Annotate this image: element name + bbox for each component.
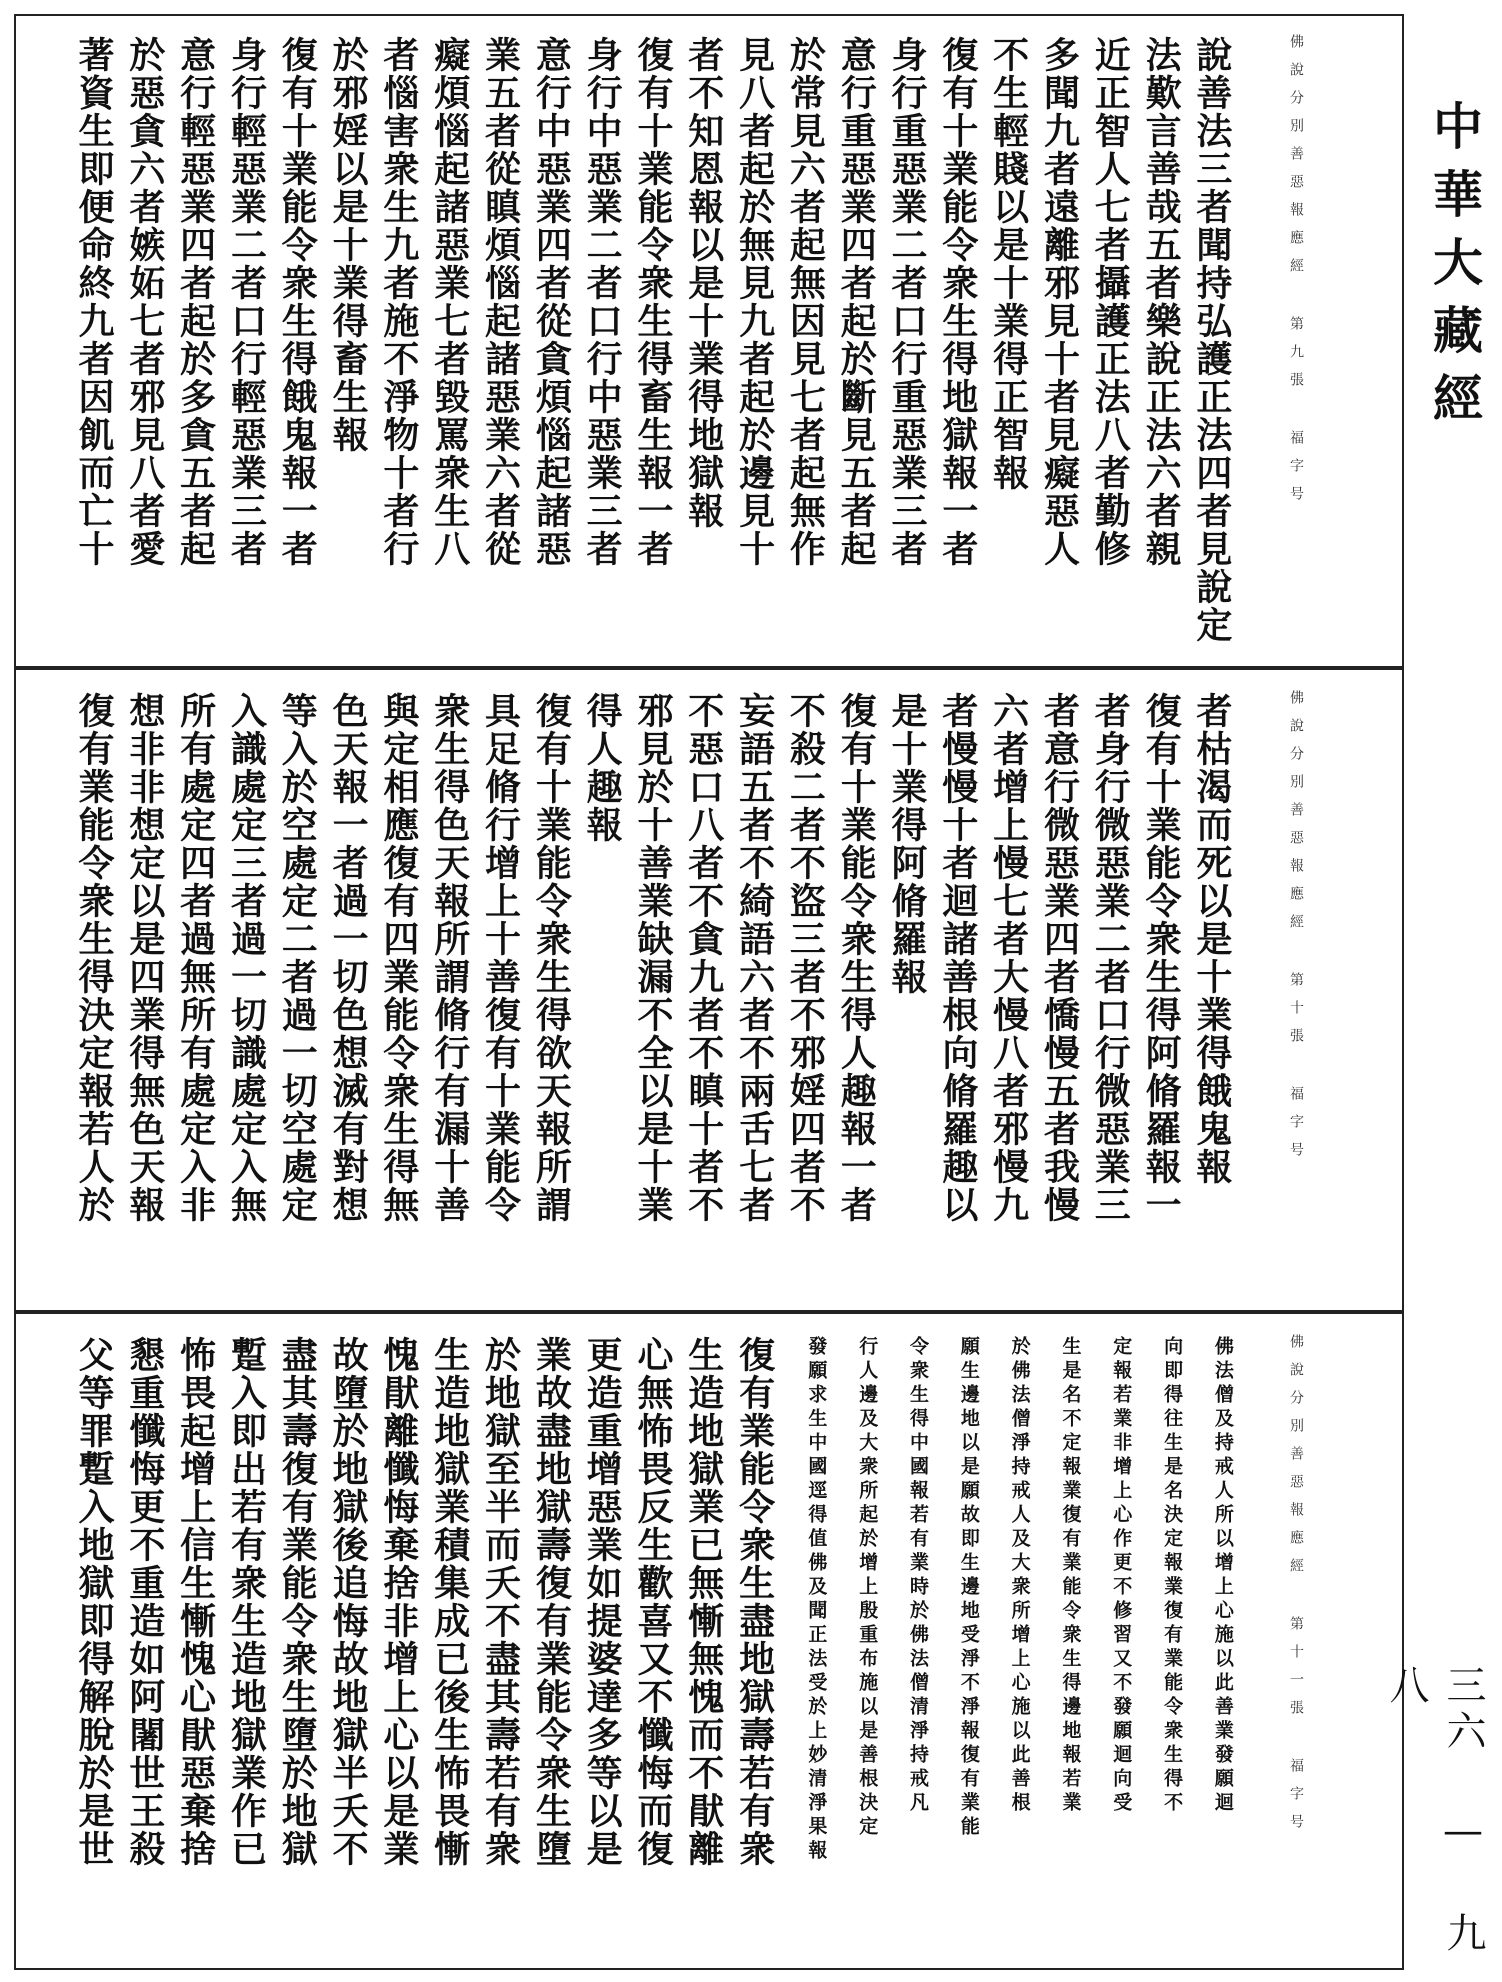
text-column: 身行重惡業二者口行重惡業三者 xyxy=(886,36,928,568)
text-column: 愧猒離懺悔棄捨非增上心以是業 xyxy=(377,1336,420,1868)
text-column: 生造地獄業已無慚無愧而不猒離 xyxy=(682,1336,725,1868)
text-column: 復有十業能令衆生得欲天報所謂 xyxy=(530,692,573,1224)
text-column: 復有十業能令衆生得地獄報一者 xyxy=(936,36,979,568)
text-column: 懇重懺悔更不重造如阿闍世王殺 xyxy=(123,1336,166,1868)
text-column: 故墮於地獄後追悔故地獄半夭不 xyxy=(327,1336,370,1868)
text-columns xyxy=(70,692,1234,1298)
text-column: 等入於空處定二者過一切空處定 xyxy=(276,692,319,1224)
annotation-column: 令衆生得中國報若有業時於佛法僧清淨持戒凡 xyxy=(907,1336,929,1816)
sutra-panel-3 xyxy=(14,1318,1404,1968)
text-column: 者枯渴而死以是十業得餓鬼報 xyxy=(1190,692,1233,1186)
text-column: 復有業能令衆生盡地獄壽若有衆 xyxy=(733,1336,776,1868)
text-column: 見八者起於無見九者起於邊見十 xyxy=(733,36,776,568)
text-column: 身行中惡業二者口行中惡業三者 xyxy=(581,36,624,568)
panel-divider xyxy=(14,1310,1404,1314)
annotation-column: 行人邊及大衆所起於增上殷重布施以是善根決定 xyxy=(856,1336,879,1840)
text-column: 六者增上慢七者大慢八者邪慢九 xyxy=(987,692,1030,1224)
text-column: 父等罪蹔入地獄即得解脫於是世 xyxy=(73,1336,115,1868)
text-column: 於惡貪六者嫉妬七者邪見八者愛 xyxy=(123,36,166,568)
annotation-column: 定報若業非增上心作更不修習又不發願迴向受 xyxy=(1110,1336,1133,1816)
page-number: 三六 — 九八 xyxy=(1383,1664,1486,1958)
text-columns xyxy=(70,1336,1234,1956)
text-column: 盡其壽復有業能令衆生墮於地獄 xyxy=(276,1336,319,1868)
text-column: 說善法三者聞持弘護正法四者見說定 xyxy=(1190,36,1233,644)
text-column: 不生輕賤以是十業得正智報 xyxy=(987,36,1030,492)
text-column: 得人趣報 xyxy=(581,692,624,844)
text-column: 復有十業能令衆生得阿脩羅報一 xyxy=(1140,692,1183,1224)
annotation-column: 佛法僧及持戒人所以增上心施以此善業發願迴 xyxy=(1211,1336,1234,1816)
annotation-column: 生是名不定報業復有業能令衆生得邊地報若業 xyxy=(1059,1336,1082,1816)
text-column: 多聞九者遠離邪見十者見癡惡人 xyxy=(1038,36,1081,568)
text-column: 於常見六者起無因見七者起無作 xyxy=(784,36,827,568)
text-column: 法歎言善哉五者樂說正法六者親 xyxy=(1140,36,1183,568)
text-column: 衆生得色天報所謂脩行有漏十善 xyxy=(428,692,471,1224)
text-column: 所有處定四者過無所有處定入非 xyxy=(174,692,217,1224)
text-column: 者慢慢十者迴諸善根向脩羅趣以 xyxy=(936,692,979,1224)
annotation-column: 向即得往生是名決定報業復有業能令衆生得不 xyxy=(1161,1336,1184,1816)
text-column: 生造地獄業積集成已後生怖畏慚 xyxy=(428,1336,471,1868)
text-column: 蹔入即出若有衆生造地獄業作已 xyxy=(225,1336,268,1868)
text-column: 與定相應復有四業能令衆生得無 xyxy=(377,692,420,1224)
sutra-panel-1 xyxy=(14,18,1404,666)
text-column: 邪見於十善業缺漏不全以是十業 xyxy=(631,692,674,1224)
annotation-column: 於佛法僧淨持戒人及大衆所增上心施以此善根 xyxy=(1008,1336,1031,1816)
sutra-panel-2 xyxy=(14,674,1404,1310)
annotation-column: 願生邊地以是願故即生邊地受淨不淨報復有業能 xyxy=(957,1336,980,1840)
text-column: 想非非想定以是四業得無色天報 xyxy=(123,692,166,1224)
panel-divider xyxy=(14,666,1404,670)
text-column: 者意行微惡業四者憍慢五者我慢 xyxy=(1038,692,1081,1224)
text-column: 更造重增惡業如提婆達多等以是 xyxy=(581,1336,624,1868)
text-column: 入識處定三者過一切識處定入無 xyxy=(225,692,268,1224)
text-column: 者不知恩報以是十業得地獄報 xyxy=(682,36,725,530)
text-column: 業故盡地獄壽復有業能令衆生墮 xyxy=(530,1336,573,1868)
text-column: 不殺二者不盜三者不邪婬四者不 xyxy=(784,692,827,1224)
text-column: 妄語五者不綺語六者不兩舌七者 xyxy=(733,692,776,1224)
text-column: 者身行微惡業二者口行微惡業三 xyxy=(1089,692,1132,1224)
annotation-column: 發願求生中國逕得值佛及聞正法受於上妙清淨果報 xyxy=(805,1336,828,1864)
text-column: 於邪婬以是十業得畜生報 xyxy=(327,36,370,454)
text-column: 著資生即便命終九者因飢而亡十 xyxy=(73,36,115,568)
text-column: 意行中惡業四者從貪煩惱起諸惡 xyxy=(530,36,573,568)
text-column: 怖畏起增上信生慚愧心猒惡棄捨 xyxy=(174,1336,217,1868)
gutter-note: 佛說分別善惡報應經 第十張 福字号 xyxy=(1288,690,1304,1170)
text-column: 復有十業能令衆生得人趣報一者 xyxy=(835,692,878,1224)
gutter-note: 佛說分別善惡報應經 第九張 福字号 xyxy=(1288,34,1304,514)
text-column: 近正智人七者攝護正法八者勤修 xyxy=(1089,36,1132,568)
text-column: 身行輕惡業二者口行輕惡業三者 xyxy=(225,36,268,568)
text-column: 意行重惡業四者起於斷見五者起 xyxy=(835,36,878,568)
text-column: 心無怖畏反生歡喜又不懺悔而復 xyxy=(631,1336,674,1868)
text-column: 癡煩惱起諸惡業七者毀罵衆生八 xyxy=(428,36,471,568)
gutter-note: 佛說分別善惡報應經 第十一張 福字号 xyxy=(1288,1334,1304,1842)
text-columns xyxy=(70,36,1234,654)
text-column: 復有十業能令衆生得畜生報一者 xyxy=(631,36,674,568)
text-column: 復有業能令衆生得決定報若人於 xyxy=(73,692,115,1224)
text-column: 復有十業能令衆生得餓鬼報一者 xyxy=(276,36,319,568)
text-column: 是十業得阿脩羅報 xyxy=(886,692,928,996)
text-column: 者惱害衆生九者施不淨物十者行 xyxy=(377,36,420,568)
text-column: 不惡口八者不貪九者不瞋十者不 xyxy=(682,692,725,1224)
collection-title: 中華大藏經 xyxy=(1425,100,1484,440)
text-column: 意行輕惡業四者起於多貪五者起 xyxy=(174,36,217,568)
text-column: 具足脩行增上十善復有十業能令 xyxy=(479,692,522,1224)
text-column: 色天報一者過一切色想滅有對想 xyxy=(327,692,370,1224)
text-column: 業五者從瞋煩惱起諸惡業六者從 xyxy=(479,36,522,568)
text-column: 於地獄至半而夭不盡其壽若有衆 xyxy=(479,1336,522,1868)
